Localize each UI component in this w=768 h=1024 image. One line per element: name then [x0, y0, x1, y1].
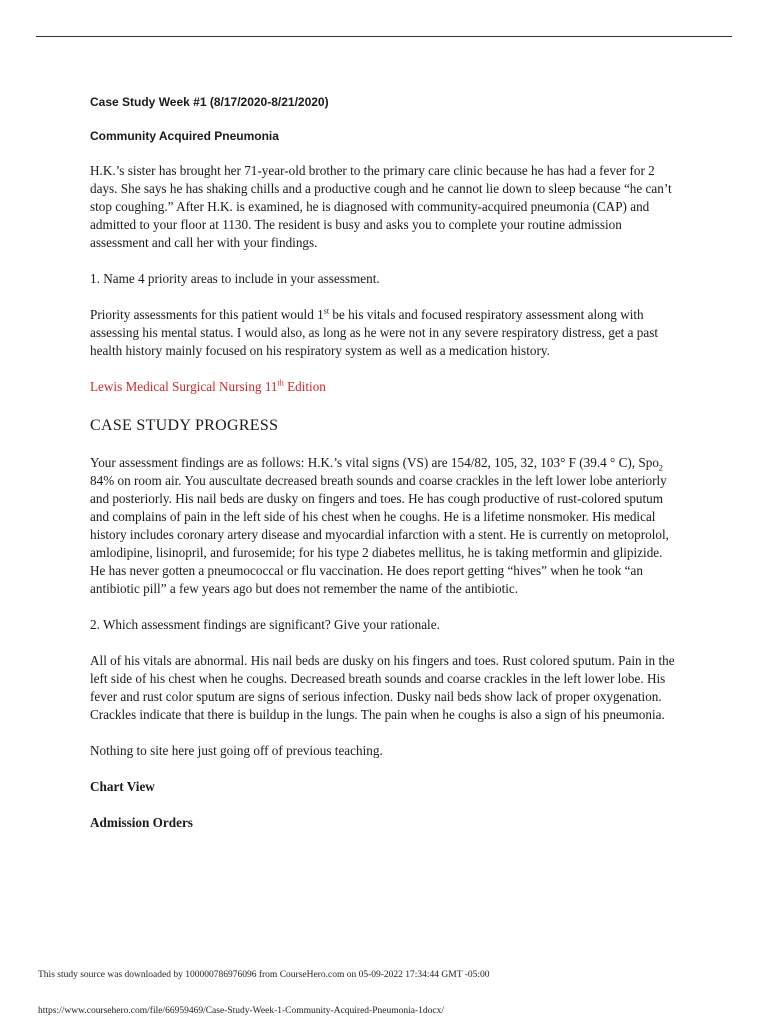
reference-text-b: Edition	[283, 379, 326, 394]
textbook-reference	[90, 378, 678, 396]
answer-1-text-a: Priority assessments for this patient would 1	[90, 307, 324, 322]
question-1: 1. Name 4 priority areas to include in your assessment.	[90, 271, 380, 286]
findings-text-b: 84% on room air. You auscultate decreased breath sounds and coarse crackles in the left lower lobe anteriorly and posteriorly. His nail beds are dusky on fingers and toes. He has cough productive of rust-colored sputum and complains of pain in the left side of his chest when he coughs. He is a lifetime nonsmoker. His medical history includes coronary artery disease and myocardial infarction with a stent. He is currently on metoprolol, amlodipine, lisinopril, and furosemide; for his type 2 diabetes mellitus, he is taking metformin and glipizide. He has never gotten a pneumococcal or flu vaccination. He does report getting “hives” when he took “an antibiotic pill” a few years ago but does not remember the name of the antibiotic.	[90, 473, 669, 596]
source-url: https://www.coursehero.com/file/66959469/Case-Study-Week-1-Community-Acquired-Pneumonia-1docx/	[38, 1006, 444, 1016]
answer-2: All of his vitals are abnormal. His nail beds are dusky on his fingers and toes. Rust colored sputum. Pain in the left side of his chest when he coughs. Decreased breath sounds and coarse crackles in the left lower lobe. His fever and rust color sputum are signs of serious infection. Dusky nail beds show lack of proper oxygenation. Crackles indicate that there is buildup in the lungs. The pain when he coughs is also a sign of his pneumonia.	[90, 653, 675, 722]
document-title: Case Study Week #1 (8/17/2020-8/21/2020)	[90, 95, 329, 109]
reference-text-a: Lewis Medical Surgical Nursing 11	[90, 379, 278, 394]
admission-orders-heading: Admission Orders	[90, 815, 193, 830]
top-divider	[36, 36, 732, 37]
findings-subscript: 2	[658, 463, 663, 473]
progress-heading: CASE STUDY PROGRESS	[90, 417, 279, 434]
question-2: 2. Which assessment findings are significant? Give your rationale.	[90, 617, 440, 632]
document-body	[90, 94, 678, 850]
document-subtitle: Community Acquired Pneumonia	[90, 129, 279, 143]
answer-1	[90, 306, 678, 360]
download-source-note: This study source was downloaded by 100000786976096 from CourseHero.com on 05-09-2022 17:34:44 GMT -05:00	[38, 970, 490, 980]
chart-view-heading: Chart View	[90, 779, 155, 794]
intro-paragraph: H.K.’s sister has brought her 71-year-old brother to the primary care clinic because he has had a fever for 2 days. She says he has shaking chills and a productive cough and he cannot lie down to sleep because “he can’t stop coughing.” After H.K. is examined, he is diagnosed with community-acquired pneumonia (CAP) and admitted to your floor at 1130. The resident is busy and asks you to complete your routine admission assessment and call her with your findings.	[90, 163, 672, 250]
answer-1-superscript: st	[323, 306, 330, 316]
answer-1-text-b: be his vitals and focused respiratory assessment along with assessing his mental status. I would also, as long as he were not in any severe respiratory distress, get a past health history mainly focused on his respiratory system as well as a medication history.	[90, 307, 659, 358]
findings-paragraph	[90, 454, 678, 598]
note-paragraph: Nothing to site here just going off of previous teaching.	[90, 743, 383, 758]
findings-text-a: Your assessment findings are as follows: H.K.’s vital signs (VS) are 154/82, 105, 32, 103° F (39.4 ° C), Spo	[90, 455, 659, 470]
reference-superscript: th	[277, 378, 284, 388]
